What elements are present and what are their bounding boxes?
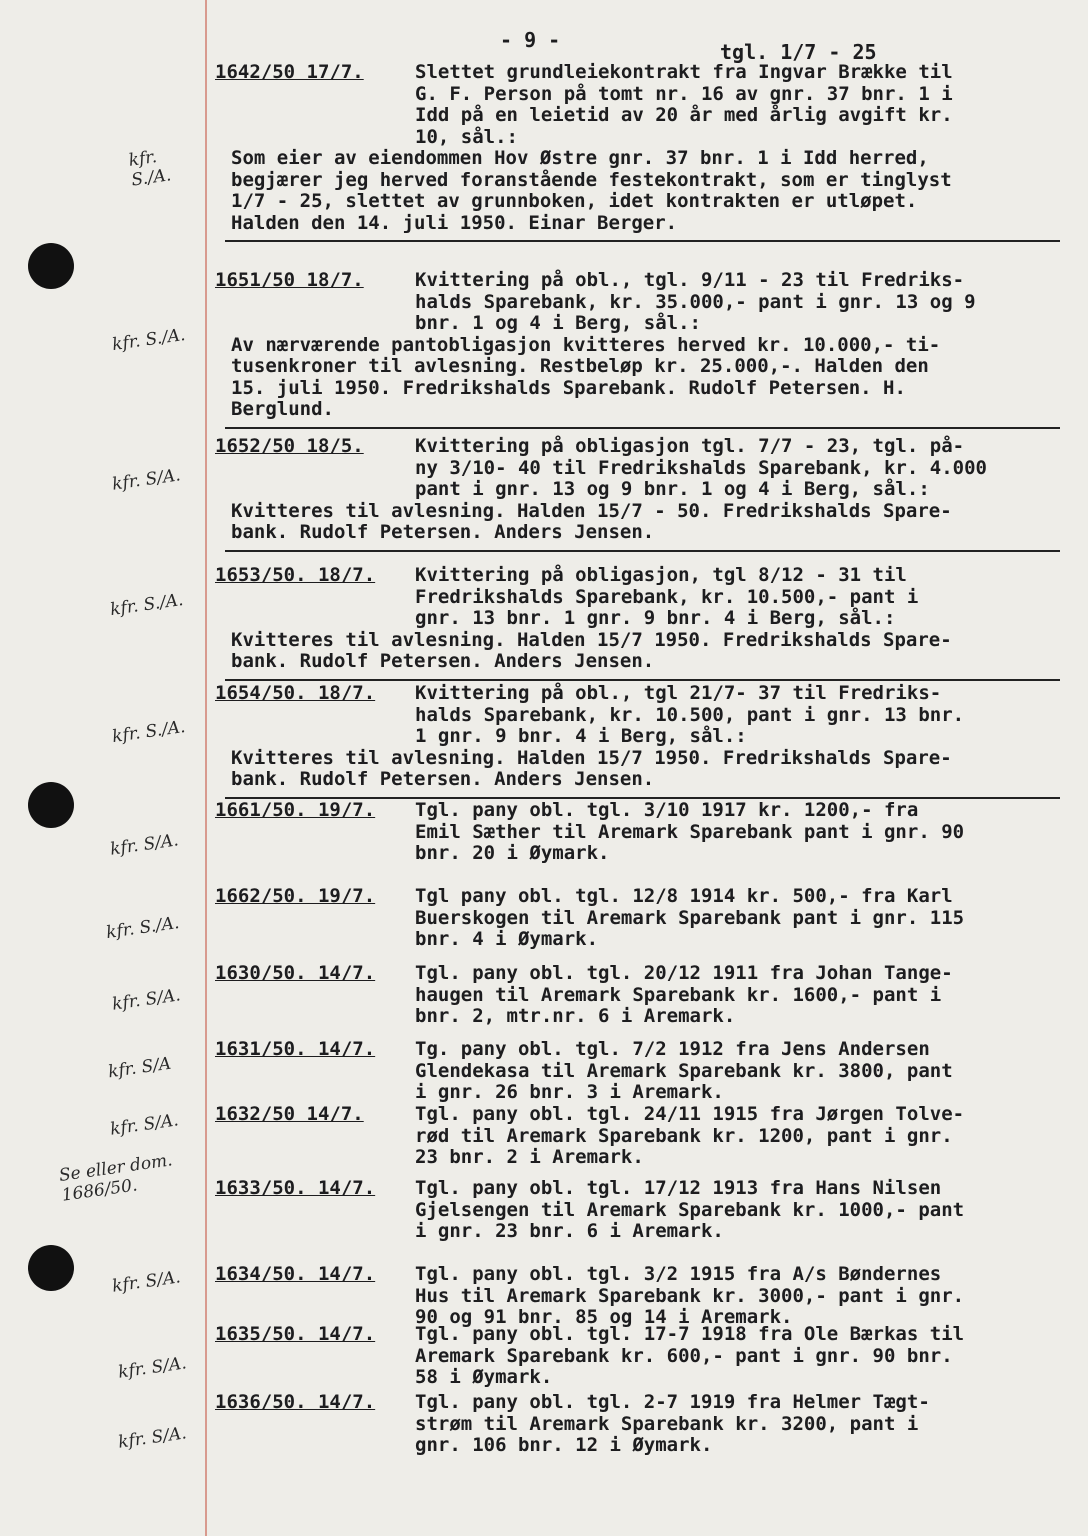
entry-line bbox=[215, 705, 1065, 727]
register-entry bbox=[215, 1324, 1065, 1389]
entry-text: 1 gnr. 9 bnr. 4 i Berg, sål.: bbox=[415, 725, 747, 747]
margin-annotation: kfr. S/A. bbox=[108, 1110, 180, 1140]
margin-annotation: kfr. S./A. bbox=[104, 912, 181, 944]
margin-annotation: kfr. S/A. bbox=[110, 985, 182, 1015]
entry-text: Tgl. pany obl. tgl. 24/11 1915 fra Jørgen Tolve- bbox=[415, 1103, 965, 1125]
entry-text: Tgl. pany obl. tgl. 17/12 1913 fra Hans Nilsen bbox=[415, 1177, 942, 1199]
entry-body-line: Kvitteres til avlesning. Halden 15/7 1950. Fredrikshalds Spare- bbox=[231, 746, 952, 769]
entry-text: i gnr. 23 bnr. 6 i Aremark. bbox=[415, 1220, 724, 1242]
margin-annotation: kfr. S./A. bbox=[108, 589, 185, 621]
separator-rule bbox=[225, 550, 1060, 552]
entry-line bbox=[215, 1104, 1065, 1126]
entry-line bbox=[215, 1346, 1065, 1368]
entry-line bbox=[215, 1178, 1065, 1200]
entry-line bbox=[215, 908, 1065, 930]
entry-line bbox=[215, 62, 1065, 84]
entry-line bbox=[215, 105, 1065, 127]
entry-reference: 1653/50. 18/7. bbox=[215, 564, 376, 586]
entry-reference: 1652/50 18/5. bbox=[215, 435, 364, 457]
register-entry bbox=[215, 1178, 1065, 1243]
entry-line bbox=[215, 458, 1065, 480]
entry-text: Kvittering på obligasjon, tgl 8/12 - 31 til bbox=[415, 564, 907, 586]
entry-text: bnr. 4 i Øymark. bbox=[415, 928, 599, 950]
entry-line bbox=[215, 587, 1065, 609]
entry-body-line: bank. Rudolf Petersen. Anders Jensen. bbox=[231, 521, 655, 543]
entry-text: Aremark Sparebank kr. 600,- pant i gnr. 90 bnr. bbox=[415, 1344, 953, 1367]
entry-reference: 1636/50. 14/7. bbox=[215, 1391, 376, 1413]
separator-rule bbox=[225, 679, 1060, 681]
entry-line bbox=[215, 963, 1065, 985]
entry-reference: 1635/50. 14/7. bbox=[215, 1323, 376, 1345]
entry-text: Kvittering på obl., tgl 21/7- 37 til Fredriks- bbox=[415, 682, 942, 704]
entry-line bbox=[215, 683, 1065, 705]
entry-reference: 1661/50. 19/7. bbox=[215, 799, 376, 821]
register-entry bbox=[215, 1392, 1065, 1457]
entry-line bbox=[215, 1039, 1065, 1061]
entry-text: Tgl. pany obl. tgl. 3/2 1915 fra A/s Bøndernes bbox=[415, 1263, 942, 1285]
entry-text: 58 i Øymark. bbox=[415, 1366, 553, 1388]
entry-text: bnr. 20 i Øymark. bbox=[415, 842, 610, 864]
entry-line bbox=[215, 1324, 1065, 1346]
entry-reference: 1634/50. 14/7. bbox=[215, 1263, 376, 1285]
entry-line bbox=[215, 1126, 1065, 1148]
entry-body-line: Kvitteres til avlesning. Halden 15/7 1950. Fredrikshalds Spare- bbox=[231, 628, 952, 651]
entry-line bbox=[215, 1286, 1065, 1308]
entry-text: Tg. pany obl. tgl. 7/2 1912 fra Jens Andersen bbox=[415, 1038, 930, 1060]
register-entry bbox=[215, 886, 1065, 951]
margin-annotation: kfr. S/A. bbox=[110, 465, 182, 495]
page-number: - 9 - bbox=[500, 28, 561, 52]
register-entry bbox=[215, 62, 1065, 234]
entry-line bbox=[215, 1061, 1065, 1083]
entry-reference: 1642/50 17/7. bbox=[215, 61, 364, 83]
entry-line bbox=[215, 1221, 1065, 1243]
entry-line bbox=[215, 1392, 1065, 1414]
entry-reference: 1651/50 18/7. bbox=[215, 269, 364, 291]
entry-body-line: 1/7 - 25, slettet av grunnboken, idet kontrakten er utløpet. bbox=[231, 190, 918, 212]
entry-line bbox=[215, 726, 1065, 748]
entry-line bbox=[215, 1435, 1065, 1457]
entry-text: Buerskogen til Aremark Sparebank pant i gnr. 115 bbox=[415, 906, 965, 929]
entry-body-line: Som eier av eiendommen Hov Østre gnr. 37 bnr. 1 i Idd herred, bbox=[231, 147, 929, 169]
register-entry bbox=[215, 1039, 1065, 1104]
entry-body-line: Halden den 14. juli 1950. Einar Berger. bbox=[231, 211, 678, 234]
separator-rule bbox=[225, 240, 1060, 242]
margin-annotation: Se eller dom. 1686/50. bbox=[57, 1150, 174, 1206]
margin-annotation: kfr. S./A. bbox=[110, 716, 187, 748]
entry-line bbox=[215, 843, 1065, 865]
register-entry bbox=[215, 436, 1065, 544]
margin-line bbox=[205, 0, 207, 1536]
entry-text: Kvittering på obl., tgl. 9/11 - 23 til Fredriks- bbox=[415, 269, 965, 291]
entry-body-line: bank. Rudolf Petersen. Anders Jensen. bbox=[231, 650, 655, 672]
entry-line bbox=[215, 565, 1065, 587]
entry-text: gnr. 13 bnr. 1 gnr. 9 bnr. 4 i Berg, sål.: bbox=[415, 607, 896, 629]
entry-body-line: Av nærværende pantobligasjon kvitteres herved kr. 10.000,- ti- bbox=[231, 333, 941, 356]
entry-text: Tgl pany obl. tgl. 12/8 1914 kr. 500,- fra Karl bbox=[415, 885, 953, 907]
entry-text: 90 og 91 bnr. 85 og 14 i Aremark. bbox=[415, 1306, 793, 1328]
entry-reference: 1633/50. 14/7. bbox=[215, 1177, 376, 1199]
separator-rule bbox=[225, 427, 1060, 429]
entry-text: Tgl. pany obl. tgl. 20/12 1911 fra Johan Tange- bbox=[415, 962, 953, 984]
entry-text: Slettet grundleiekontrakt fra Ingvar Brække til bbox=[415, 61, 953, 83]
entry-reference: 1662/50. 19/7. bbox=[215, 885, 376, 907]
entry-reference: 1654/50. 18/7. bbox=[215, 682, 376, 704]
entry-text: Kvittering på obligasjon tgl. 7/7 - 23, tgl. på- bbox=[415, 435, 965, 457]
entry-reference: 1630/50. 14/7. bbox=[215, 962, 376, 984]
entry-body-line: Berglund. bbox=[231, 398, 334, 420]
entry-body-line: begjærer jeg herved foranstående festekontrakt, som er tinglyst bbox=[231, 168, 952, 191]
entry-line bbox=[215, 822, 1065, 844]
register-entry bbox=[215, 963, 1065, 1028]
punch-hole bbox=[28, 1245, 74, 1291]
register-entry bbox=[215, 800, 1065, 865]
entry-line bbox=[215, 1367, 1065, 1389]
entry-line bbox=[215, 1414, 1065, 1436]
entry-text: Hus til Aremark Sparebank kr. 3000,- pant i gnr. bbox=[415, 1284, 965, 1307]
entry-text: 23 bnr. 2 i Aremark. bbox=[415, 1146, 644, 1168]
entry-line bbox=[215, 608, 1065, 630]
entry-text: pant i gnr. 13 og 9 bnr. 1 og 4 i Berg, sål.: bbox=[415, 478, 930, 500]
margin-annotation: kfr. S/A. bbox=[116, 1353, 188, 1383]
entry-text: haugen til Aremark Sparebank kr. 1600,- pant i bbox=[415, 983, 942, 1006]
entry-text: Glendekasa til Aremark Sparebank kr. 3800, pant bbox=[415, 1059, 953, 1082]
margin-annotation: kfr. S./A. bbox=[127, 147, 173, 191]
entry-text: rød til Aremark Sparebank kr. 1200, pant i gnr. bbox=[415, 1124, 953, 1147]
entry-line bbox=[215, 127, 1065, 149]
entry-text: G. F. Person på tomt nr. 16 av gnr. 37 bnr. 1 i bbox=[415, 82, 953, 105]
entry-line bbox=[215, 800, 1065, 822]
entry-text: Emil Sæther til Aremark Sparebank pant i gnr. 90 bbox=[415, 820, 965, 843]
entry-text: bnr. 1 og 4 i Berg, sål.: bbox=[415, 312, 701, 334]
register-entry bbox=[215, 270, 1065, 421]
margin-annotation: kfr. S/A bbox=[106, 1053, 173, 1083]
entry-text: Tgl. pany obl. tgl. 2-7 1919 fra Helmer Tægt- bbox=[415, 1391, 930, 1413]
margin-annotation: kfr. S/A. bbox=[110, 1267, 182, 1297]
entry-reference: 1631/50. 14/7. bbox=[215, 1038, 376, 1060]
entry-text: i gnr. 26 bnr. 3 i Aremark. bbox=[415, 1081, 724, 1103]
entry-text: Fredrikshalds Sparebank, kr. 10.500,- pant i bbox=[415, 585, 919, 608]
register-entry bbox=[215, 1264, 1065, 1329]
entry-line bbox=[215, 1006, 1065, 1028]
entry-text: Gjelsengen til Aremark Sparebank kr. 1000,- pant bbox=[415, 1198, 965, 1221]
register-entry bbox=[215, 1104, 1065, 1169]
register-entry bbox=[215, 565, 1065, 673]
margin-annotation: kfr. S/A. bbox=[116, 1423, 188, 1453]
register-entry bbox=[215, 683, 1065, 791]
entry-line bbox=[215, 436, 1065, 458]
entry-line bbox=[215, 886, 1065, 908]
entry-body-line: Kvitteres til avlesning. Halden 15/7 - 50. Fredrikshalds Spare- bbox=[231, 499, 952, 522]
entry-line bbox=[215, 1200, 1065, 1222]
entry-line bbox=[215, 1082, 1065, 1104]
entry-text: bnr. 2, mtr.nr. 6 i Aremark. bbox=[415, 1005, 736, 1027]
entry-line bbox=[215, 479, 1065, 501]
entry-text: Idd på en leietid av 20 år med årlig avgift kr. bbox=[415, 104, 953, 126]
margin-annotation: kfr. S/A. bbox=[108, 830, 180, 860]
entry-text: strøm til Aremark Sparebank kr. 3200, pant i bbox=[415, 1412, 919, 1435]
entry-body-line: 15. juli 1950. Fredrikshalds Sparebank. Rudolf Petersen. H. bbox=[231, 376, 906, 399]
entry-line bbox=[215, 292, 1065, 314]
entry-body-line: tusenkroner til avlesning. Restbeløp kr. 25.000,-. Halden den bbox=[231, 355, 929, 377]
entry-text: gnr. 106 bnr. 12 i Øymark. bbox=[415, 1434, 713, 1456]
punch-hole bbox=[28, 243, 74, 289]
entry-text: Tgl. pany obl. tgl. 17-7 1918 fra Ole Bærkas til bbox=[415, 1323, 965, 1345]
entry-body-line: bank. Rudolf Petersen. Anders Jensen. bbox=[231, 768, 655, 790]
header-reference: tgl. 1/7 - 25 bbox=[720, 40, 877, 64]
entry-line bbox=[215, 929, 1065, 951]
entry-line bbox=[215, 313, 1065, 335]
entry-text: 10, sål.: bbox=[415, 125, 518, 148]
punch-hole bbox=[28, 782, 74, 828]
entry-text: halds Sparebank, kr. 10.500, pant i gnr. 13 bnr. bbox=[415, 703, 965, 726]
entry-reference: 1632/50 14/7. bbox=[215, 1103, 364, 1125]
entry-line bbox=[215, 1147, 1065, 1169]
entry-line bbox=[215, 270, 1065, 292]
entry-text: ny 3/10- 40 til Fredrikshalds Sparebank, kr. 4.000 bbox=[415, 456, 987, 479]
entry-text: halds Sparebank, kr. 35.000,- pant i gnr. 13 og 9 bbox=[415, 290, 976, 313]
entry-line bbox=[215, 1264, 1065, 1286]
margin-annotation: kfr. S./A. bbox=[110, 324, 187, 356]
entry-line bbox=[215, 84, 1065, 106]
entry-text: Tgl. pany obl. tgl. 3/10 1917 kr. 1200,- fra bbox=[415, 799, 919, 821]
entry-line bbox=[215, 985, 1065, 1007]
